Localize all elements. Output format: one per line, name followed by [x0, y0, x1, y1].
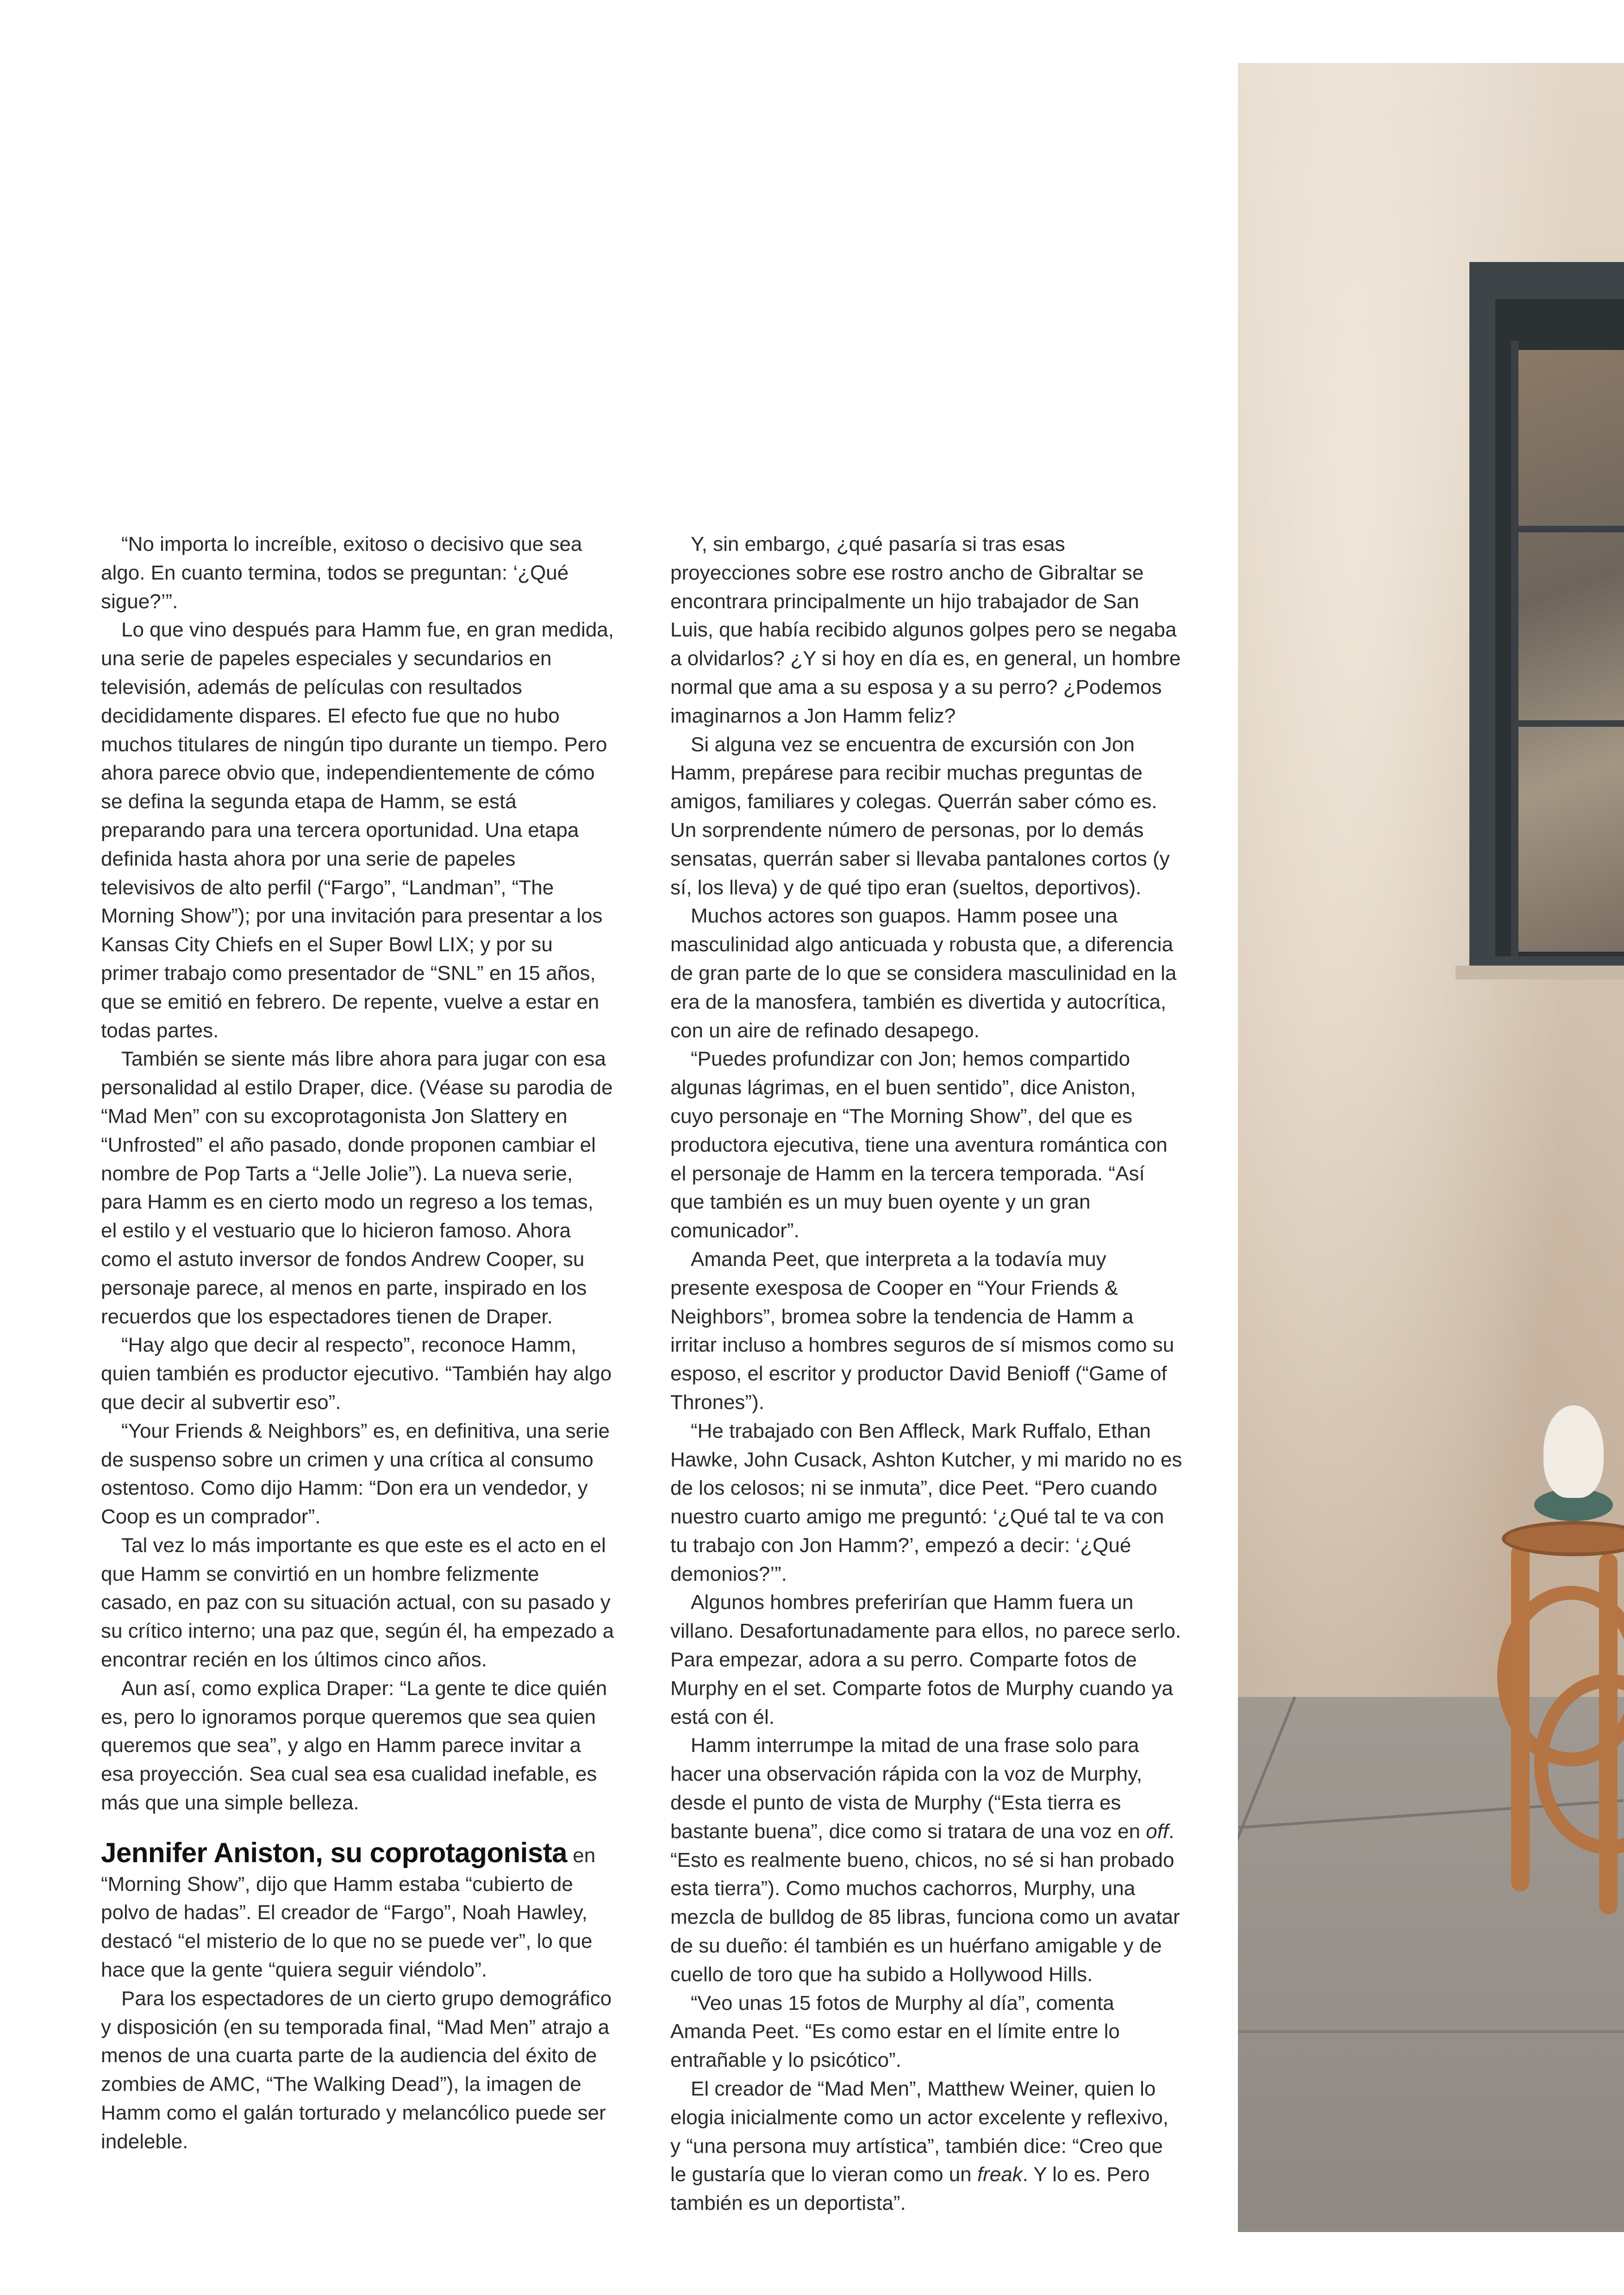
paragraph: “Your Friends & Neighbors” es, en definitiva, una serie de suspenso sobre un crimen y una crítica al consumo ostentoso. Como dijo Hamm: “Don era un vendedor, y Coop es un comprador”.	[101, 1419, 610, 1528]
paragraph	[670, 2075, 1184, 2218]
paragraph: Amanda Peet, que interpreta a la todavía muy presente exesposa de Cooper en “Your Friends & Neighbors”, bromea sobre la tendencia de Hamm a irritar incluso a hombres seguros de sí mismos como su esposo, el escritor y productor David Benioff (“Game of Thrones”).	[670, 1247, 1174, 1414]
paragraph: Y, sin embargo, ¿qué pasaría si tras esas proyecciones sobre ese rostro ancho de Gibraltar se encontrara principalmente un hijo trabajador de San Luis, que había recibido algunos golpes pero se negaba a olvidarlos? ¿Y si hoy en día es, en general, un hombre normal que ama a su esposa y a su perro? ¿Podemos imaginarnos a Jon Hamm feliz?	[670, 533, 1181, 727]
window-mullion	[1511, 341, 1518, 956]
paragraph-text: . “Esto es realmente bueno, chicos, no sé si han probado esta tierra”). Como muchos cachorros, Murphy, una mezcla de bulldog de 85 libras, funciona como un avatar de su dueño: él también es un huérfano amigable y de cuello de toro que ha subido a Hollywood Hills.	[670, 1820, 1180, 1986]
paragraph: Si alguna vez se encuentra de excursión con Jon Hamm, prepárese para recibir muchas preguntas de amigos, familiares y colegas. Querrán saber cómo es. Un sorprendente número de personas, por lo demás sensatas, querrán saber si llevaba pantalones cortos (y sí, los lleva) y de qué tipo eran (sueltos, deportivos).	[670, 733, 1170, 899]
paragraph-text: El creador de “Mad Men”, Matthew Weiner, quien lo elogia inicialmente como un actor excelente y reflexivo, y “una persona muy artística”, también dice: “Creo que le gustaría que lo vieran como un	[670, 2077, 1169, 2186]
paragraph: Aun así, como explica Draper: “La gente te dice quién es, pero lo ignoramos porque queremos que sea quien queremos que sea”, y algo en Hamm parece invitar a esa proyección. Sea cual sea esa cualidad inefable, es más que una simple belleza.	[101, 1677, 607, 1815]
lead-paragraph-text: en “Morning Show”, dijo que Hamm estaba “cubierto de polvo de hadas”. El creador de “Fargo”, Noah Hawley, destacó “el misterio de lo que no se puede ver”, lo que hace que la gente “quiera seguir viéndolo”.	[101, 1844, 596, 1982]
paragraph: También se siente más libre ahora para jugar con esa personalidad al estilo Draper, dice. (Véase su parodia de “Mad Men” con su excoprotagonista Jon Slattery en “Unfrosted” el año pasado, donde proponen cambiar el nombre de Pop Tarts a “Jelle Jolie”). La nueva serie, para Hamm es en cierto modo un regreso a los temas, el estilo y el vestuario que lo hicieron famoso. Ahora como el astuto inversor de fondos Andrew Cooper, su personaje parece, al menos en parte, inspirado en los recuerdos que los espectadores tienen de Draper.	[101, 1048, 613, 1328]
floor-seam	[1238, 2030, 1624, 2033]
window-glass	[1516, 350, 1624, 952]
article-column-left	[101, 530, 615, 2156]
paragraph-text: Hamm interrumpe la mitad de una frase solo para hacer una observación rápida con la voz de Murphy, desde el punto de vista de Murphy (“Esta tierra es bastante buena”, dice como si tratara de una voz en	[670, 1734, 1146, 1843]
paragraph: “Hay algo que decir al respecto”, reconoce Hamm, quien también es productor ejecutivo. “También hay algo que decir al subvertir eso”.	[101, 1334, 612, 1414]
paragraph: “Veo unas 15 fotos de Murphy al día”, comenta Amanda Peet. “Es como estar en el límite entre lo entrañable y lo psicótico”.	[670, 1991, 1120, 2072]
window-mullion	[1511, 526, 1624, 532]
section-lead-heading: Jennifer Aniston, su coprotagonista	[101, 1837, 568, 1868]
rattan-stool-leg	[1511, 1544, 1530, 1891]
italic-term: off	[1146, 1820, 1169, 1843]
window-mullion	[1511, 720, 1624, 727]
white-vase	[1543, 1405, 1604, 1498]
article-photo	[1238, 63, 1624, 2232]
paragraph	[670, 1731, 1184, 1989]
paragraph: Muchos actores son guapos. Hamm posee una masculinidad algo anticuada y robusta que, a diferencia de gran parte de lo que se considera masculinidad en la era de la manosfera, también es divertida y autocrítica, con un aire de refinado desapego.	[670, 904, 1177, 1042]
paragraph: Para los espectadores de un cierto grupo demográfico y disposición (en su temporada final, “Mad Men” atrajo a menos de una cuarta parte de la audiencia del éxito de zombies de AMC, “The Walking Dead”), la imagen de Hamm como el galán torturado y melancólico puede ser indeleble.	[101, 1987, 612, 2153]
paragraph: “No importa lo increíble, exitoso o decisivo que sea algo. En cuanto termina, todos se preguntan: ‘¿Qué sigue?’”.	[101, 533, 582, 613]
paragraph-text: . Y lo es. Pero también es un deportista”.	[670, 2163, 1150, 2215]
article-column-right	[670, 530, 1184, 2218]
paragraph: Lo que vino después para Hamm fue, en gran medida, una serie de papeles especiales y secundarios en televisión, además de películas con resultados decididamente dispares. El efecto fue que no hubo muchos titulares de ningún tipo durante un tiempo. Pero ahora parece obvio que, independientemente de cómo se defina la segunda etapa de Hamm, se está preparando para una tercera oportunidad. Una etapa definida hasta ahora por una serie de papeles televisivos de alto perfil (“Fargo”, “Landman”, “The Morning Show”); por una invitación para presentar a los Kansas City Chiefs en el Super Bowl LIX; y por su primer trabajo como presentador de “SNL” en 15 años, que se emitió en febrero. De repente, vuelve a estar en todas partes.	[101, 618, 614, 1042]
paragraph: Algunos hombres preferirían que Hamm fuera un villano. Desafortunadamente para ellos, no parece serlo. Para empezar, adora a su perro. Comparte fotos de Murphy en el set. Comparte fotos de Murphy cuando ya está con él.	[670, 1591, 1181, 1728]
rattan-stool-leg	[1599, 1553, 1618, 1915]
paragraph: “He trabajado con Ben Affleck, Mark Ruffalo, Ethan Hawke, John Cusack, Ashton Kutcher, y mi marido no es de los celosos; ni se inmuta”, dice Peet. “Pero cuando nuestro cuarto amigo me preguntó: ‘¿Qué tal te va con tu trabajo con Jon Hamm?’, empezó a decir: ‘¿Qué demonios?’”.	[670, 1419, 1182, 1585]
paragraph: Tal vez lo más importante es que este es el acto en el que Hamm se convirtió en un hombre felizmente casado, en paz con su situación actual, con su pasado y su crítico interno; una paz que, según él, ha empezado a encontrar recién en los últimos cinco años.	[101, 1534, 614, 1671]
italic-term: freak	[977, 2163, 1023, 2186]
window-sill	[1455, 966, 1624, 979]
paragraph: “Puedes profundizar con Jon; hemos compartido algunas lágrimas, en el buen sentido”, dice Aniston, cuyo personaje en “The Morning Show”, del que es productora ejecutiva, tiene una aventura romántica con el personaje de Hamm en la tercera temporada. “Así que también es un muy buen oyente y un gran comunicador”.	[670, 1048, 1168, 1242]
lead-paragraph	[101, 1839, 615, 1984]
